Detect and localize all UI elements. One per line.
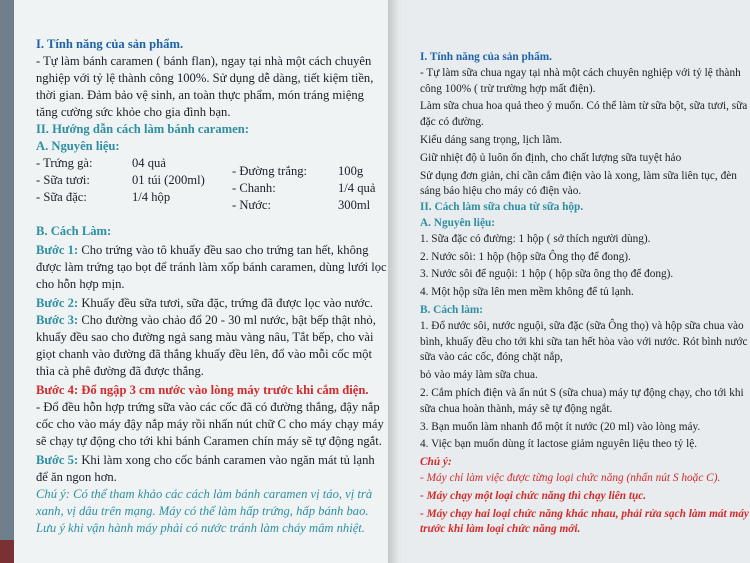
right-step: 2. Cắm phích điện và ấn nút S (sữa chua) máy tự động chạy, cho tới khi sữa chua hoàn thành, máy sẽ tự động ngắt.	[420, 386, 744, 415]
left-section-1-text: - Tự làm bánh caramen ( bánh flan), ngay tại nhà một cách chuyên nghiệp với tỷ lệ thành công 100%. Sử dụng dễ dàng, tiết kiệm tiền, thời gian. Đảm bảo vệ sinh, an toàn thực phẩm, món tráng miệng tăng cường sức khỏe cho gia đình bạn.	[36, 54, 374, 119]
left-section-2-title: II. Hướng dẫn cách làm bánh caramen:	[36, 122, 249, 136]
ingredient-qty: 01 túi (200ml)	[132, 173, 205, 187]
step-4-text: - Đổ đều hỗn hợp trứng sữa vào các cốc đã có đường thắng, đậy nắp cốc cho vào máy đậy nắp máy rồi nhấn nút chữ C cho máy chạy máy sẽ chạy tự động cho tới khi bánh Caramen chín máy sẽ tự động ngắt.	[36, 400, 384, 448]
step-1-label: Bước 1:	[36, 243, 79, 257]
step-5	[36, 452, 388, 486]
ingredient-qty: 300ml	[338, 198, 371, 212]
ingredient-name: - Sữa tươi:	[36, 173, 90, 187]
right-ingredients-title: A. Nguyên liệu:	[420, 216, 496, 229]
right-page-content	[420, 50, 750, 538]
right-step: 4. Việc bạn muốn dùng ít lactose giảm nguyên liệu theo tỷ lệ.	[420, 438, 698, 451]
right-step: 1. Đổ nước sôi, nước nguội, sữa đặc (sữa Ông thọ) và hộp sữa chua vào bình, khuấy đều cho tới khi sữa tan hết hòa vào với nước. Rót bình nước sữa vào các cốc, đóng chặt nắp,	[420, 319, 748, 364]
left-page	[14, 0, 400, 563]
right-ingredient-item: 2. Nước sôi: 1 hộp (hộp sữa Ông thọ để đong).	[420, 250, 631, 263]
right-page	[400, 0, 750, 563]
right-note-item: - Máy chạy hai loại chức năng khác nhau, phải rửa sạch làm mát máy trước khi làm loại chức năng mới.	[420, 507, 749, 536]
ingredient-name: - Trứng gà:	[36, 156, 93, 170]
right-feature-line: - Tự làm sữa chua ngay tại nhà một cách chuyên nghiệp với tỷ lệ thành công 100% ( trừ trường hợp mất điện).	[420, 66, 741, 95]
left-section-1-title: I. Tính năng của sản phẩm.	[36, 37, 184, 51]
right-ingredient-item: 1. Sữa đặc có đường: 1 hộp ( sở thích người dùng).	[420, 232, 651, 245]
right-section-2-title: II. Cách làm sữa chua từ sữa hộp.	[420, 201, 584, 214]
ingredient-name: - Sữa đặc:	[36, 190, 87, 204]
right-method-title: B. Cách làm:	[420, 303, 484, 316]
step-3-label: Bước 3:	[36, 313, 79, 327]
step-2-label: Bước 2:	[36, 296, 79, 310]
ingredient-qty: 1/4 quả	[338, 181, 376, 195]
right-ingredient-item: 4. Một hộp sữa lên men mềm không để tủ lạnh.	[420, 286, 634, 299]
step-1-text: Cho trứng vào tô khuấy đều sao cho trứng tan hết, không được làm trứng tạo bọt để tránh làm xốp bánh caramen, dùng lưới lọc cho hỗn hợp mịn.	[36, 243, 387, 291]
step-5-text: Khi làm xong cho cốc bánh caramen vào ngăn mát tủ lạnh để ăn ngon hơn.	[36, 453, 375, 484]
right-section-1-title: I. Tính năng của sản phẩm.	[420, 51, 552, 63]
left-method-title: B. Cách Làm:	[36, 224, 112, 238]
right-step: 3. Bạn muốn làm nhanh đổ một ít nước (20 ml) vào lòng máy.	[420, 420, 701, 433]
right-note-item: - Máy chỉ làm việc được từng loại chức năng (nhấn nút S hoặc C).	[420, 471, 721, 484]
right-feature-line: Sử dụng đơn giản, chỉ cần cắm điện vào là xong, làm sữa liên tục, đèn sáng báo hiệu cho máy có điện vào.	[420, 169, 737, 198]
ingredient-qty: 04 quả	[132, 156, 166, 170]
right-step: bỏ vào máy làm sữa chua.	[420, 369, 538, 382]
left-note: Chú ý: Có thể tham khảo các cách làm bánh caramen vị táo, vị trà xanh, vị dâu trên mạng. Máy có thể làm hấp trứng, hấp bánh bao. Lưu ý khi vận hành máy phải có nước tránh làm cháy mâm nhiệt.	[36, 487, 373, 535]
left-page-content	[36, 36, 388, 537]
page-fold-shadow	[388, 0, 402, 563]
ingredient-qty: 100g	[338, 164, 364, 178]
step-1	[36, 242, 388, 293]
step-2	[36, 295, 388, 312]
step-2-text: Khuấy đều sữa tươi, sữa đặc, trứng đã được lọc vào nước.	[78, 296, 374, 310]
right-feature-line: Kiểu dáng sang trọng, lịch lãm.	[420, 133, 563, 146]
step-4-heading: Bước 4: Đổ ngập 3 cm nước vào lòng máy trước khi cắm điện.	[36, 383, 369, 397]
step-3	[36, 312, 388, 380]
ingredient-qty: 1/4 hộp	[132, 190, 171, 204]
left-ingredients-title: A. Nguyên liệu:	[36, 139, 120, 153]
right-note-item: - Máy chạy một loại chức năng thì chạy liên tục.	[420, 489, 647, 502]
right-ingredient-item: 3. Nước sôi để nguội: 1 hộp ( hộp sữa ông thọ để đong).	[420, 268, 674, 281]
right-note-title: Chú ý:	[420, 456, 452, 469]
ingredients-table	[36, 155, 388, 223]
step-3-text: Cho đường vào chảo đổ 20 - 30 ml nước, bật bếp thật nhỏ, khuấy đều sao cho đường ngả sang màu vàng nâu, Tắt bếp, cho vài giọt chanh vào đường đã thắng khuấy đều lên, đổ vào mỗi cốc một thìa cà phê đường đã được thắng.	[36, 313, 376, 378]
ingredient-name: - Chanh:	[232, 181, 276, 195]
right-feature-line: Giữ nhiệt độ ủ luôn ổn định, cho chất lượng sữa tuyệt hảo	[420, 151, 682, 164]
right-feature-line: Làm sữa chua hoa quả theo ý muốn. Có thể làm từ sữa bột, sữa tươi, sữa đặc có đường.	[420, 100, 748, 129]
step-5-label: Bước 5:	[36, 453, 79, 467]
ingredient-name: - Nước:	[232, 198, 272, 212]
ingredient-name: - Đường trắng:	[232, 164, 308, 178]
